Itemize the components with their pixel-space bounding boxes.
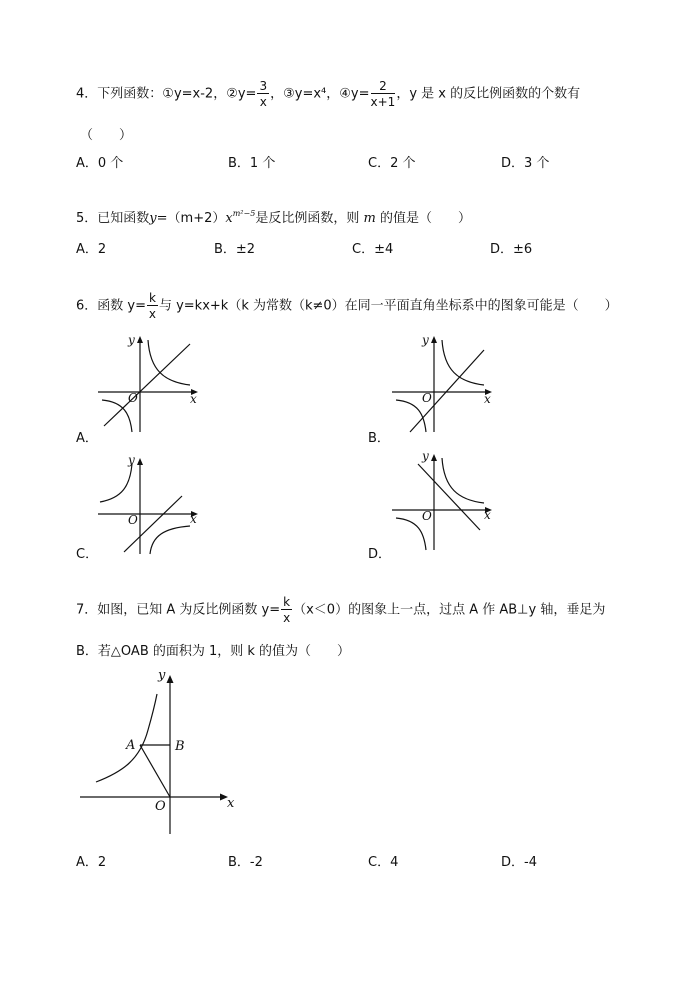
- q6-option-a[interactable]: A．: [76, 431, 98, 446]
- q6-graph-c: [94, 452, 204, 557]
- q4-f2-left: y=: [237, 86, 257, 102]
- q4-f4-fraction: [371, 80, 396, 108]
- q6-lead: 函数 y=: [97, 298, 146, 314]
- q7-option-b[interactable]: B．-2: [228, 855, 263, 870]
- q7-y-label: y: [158, 668, 166, 683]
- q7-stem-line2: B．若△OAB 的面积为 1，则 k 的值为（ ）: [76, 644, 351, 659]
- q6-graph-a: [94, 330, 204, 435]
- q6-a-origin: O: [128, 391, 138, 405]
- q6-d-y-label: y: [422, 449, 429, 463]
- q5-stem: [76, 207, 471, 226]
- q7-origin-label: O: [155, 799, 166, 814]
- q4-f2-fraction: [257, 80, 269, 108]
- q4-f1-mark: ①: [162, 86, 174, 102]
- q7-point-a-label: A: [126, 738, 136, 753]
- q4-f3: y=x⁴，: [294, 86, 340, 102]
- q7-denominator: x: [283, 611, 291, 625]
- q4-f4-numerator: 2: [371, 80, 396, 94]
- q4-f2-numerator: 3: [259, 79, 268, 93]
- q5-option-a[interactable]: A．2: [76, 242, 107, 257]
- q6-d-origin: O: [422, 509, 432, 523]
- q4-option-d[interactable]: D．3 个: [501, 156, 550, 171]
- q5-tail: 是反比例函数，则: [255, 211, 360, 226]
- q4-f2-denominator: x: [259, 95, 267, 109]
- q5-y-eq: y=: [149, 211, 168, 226]
- q7-point-b-label: B: [175, 739, 185, 754]
- q7-numerator: k: [283, 595, 291, 609]
- q5-option-c[interactable]: C．±4: [352, 242, 394, 257]
- q5-x: x: [225, 211, 233, 226]
- q7-tail: （x＜0）的图象上一点，过点 A 作 AB⊥y 轴，垂足为: [293, 602, 606, 618]
- q4-f4-mark: ④: [339, 86, 351, 102]
- q6-graph-d: [388, 448, 498, 553]
- q6-a-y-label: y: [128, 333, 135, 347]
- q4-lead: 下列函数：: [97, 86, 163, 102]
- q4-f2-sep: ，: [270, 86, 284, 102]
- q5-m: m: [363, 211, 376, 226]
- q6-option-d[interactable]: D．: [368, 547, 392, 562]
- q7-stem-line1: [76, 596, 605, 624]
- q5-exponent: m²−5: [232, 209, 256, 218]
- q6-option-c[interactable]: C．: [76, 547, 99, 562]
- q5-option-d[interactable]: D．±6: [490, 242, 533, 257]
- q5-coefficient: （m+2）: [167, 211, 226, 226]
- q7-lead: 7．如图，已知 A 为反比例函数 y=: [76, 602, 281, 618]
- q5-option-b[interactable]: B．±2: [214, 242, 256, 257]
- q4-option-c[interactable]: C．2 个: [368, 156, 416, 171]
- q5-number: 5．: [76, 211, 98, 226]
- q6-fraction: [147, 292, 158, 320]
- q7-option-a[interactable]: A．2: [76, 855, 107, 870]
- q6-c-origin: O: [128, 513, 138, 527]
- q4-tail: ，y 是 x 的反比例函数的个数有: [396, 86, 581, 102]
- q6-option-b[interactable]: B．: [368, 431, 390, 446]
- q4-f4-left: y=: [350, 86, 370, 102]
- q6-graph-b: [388, 330, 498, 435]
- q4-f1: y=x-2，: [173, 86, 227, 102]
- q7-figure: [76, 664, 246, 839]
- q7-option-d[interactable]: D．-4: [501, 855, 537, 870]
- q4-f4-denominator: x+1: [370, 95, 396, 109]
- q4-option-a[interactable]: A．0 个: [76, 156, 124, 171]
- q5-lead: 已知函数: [97, 211, 150, 226]
- q4-answer-paren: （ ）: [80, 128, 133, 143]
- q6-a-x-label: x: [190, 392, 197, 406]
- q6-b-y-label: y: [422, 333, 429, 347]
- q7-option-c[interactable]: C．4: [368, 855, 399, 870]
- q6-b-origin: O: [422, 391, 432, 405]
- q4-number: 4．: [76, 86, 98, 102]
- q6-d-x-label: x: [484, 508, 491, 522]
- q6-stem: [76, 292, 618, 320]
- q4-option-b[interactable]: B．1 个: [228, 156, 276, 171]
- q6-c-x-label: x: [190, 512, 197, 526]
- q6-denominator: x: [148, 307, 157, 321]
- q4-f3-mark: ③: [283, 86, 295, 102]
- q7-fraction: [281, 596, 292, 624]
- q5-tail2: 的值是（ ）: [379, 211, 471, 226]
- q7-x-label: x: [227, 796, 235, 811]
- q6-c-y-label: y: [128, 453, 135, 467]
- q6-tail: 与 y=kx+k（k 为常数（k≠0）在同一平面直角坐标系中的图象可能是（ ）: [158, 298, 618, 314]
- q6-numerator: k: [149, 291, 156, 305]
- q4-f2-mark: ②: [226, 86, 238, 102]
- q4-stem: [76, 80, 580, 108]
- q6-b-x-label: x: [484, 392, 491, 406]
- q6-number: 6．: [76, 298, 98, 314]
